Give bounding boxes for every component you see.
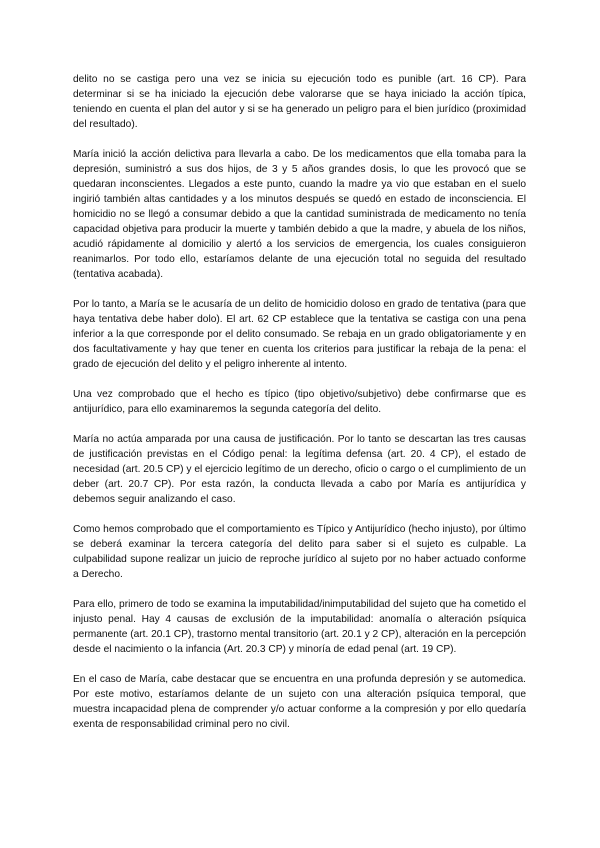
paragraph-accion-delictiva: María inició la acción delictiva para llevarla a cabo. De los medicamentos que ella tomaba para la depresión, suministró a sus dos hijos, de 3 y 5 años grandes dosis, lo que les provocó que se quedaran inconscientes. Llegados a este punto, cuando la madre ya vio que estaban en el suelo ingirió también altas cantidades y a los minutos después se quedó en estado de inconsciencia. El homicidio no se llegó a consumar debido a que la cantidad suministrada de medicamento no tenía capacidad objetiva para producir la muerte y también debido a que la madre, y abuela de los niños, acudió rápidamente al domicilio y alertó a los servicios de emergencia, los cuales consiguieron reanimarlos. Por todo ello, estaríamos delante de una ejecución total no seguida del resultado (tentativa acabada). xyxy=(73,149,526,280)
paragraph-antijuridicidad: Una vez comprobado que el hecho es típico (tipo objetivo/subjetivo) debe confirmarse que es antijurídico, para ello examinaremos la segunda categoría del delito. xyxy=(73,389,526,415)
paragraph-causas-justificacion: María no actúa amparada por una causa de justificación. Por lo tanto se descartan las tres causas de justificación previstas en el Código penal: la legítima defensa (art. 20. 4 CP), el estado de necesidad (art. 20.5 CP) y el ejercicio legítimo de un derecho, oficio o cargo o el cumplimiento de un deber (art. 20.7 CP). Por esta razón, la conducta llevada a cabo por María es antijurídica y debemos seguir analizando el caso. xyxy=(73,434,526,505)
paragraph-homicidio-tentativa: Por lo tanto, a María se le acusaría de un delito de homicidio doloso en grado de tentativa (para que haya tentativa debe haber dolo). El art. 62 CP establece que la tentativa se castiga con una pena inferior a la que corresponde por el delito consumado. Se rebaja en un grado obligatoriamente y en dos facultativamente y hay que tener en cuenta los criterios para justificar la rebaja de la pena: el grado de ejecución del delito y el peligro inherente al intento. xyxy=(73,299,526,370)
paragraph-imputabilidad: Para ello, primero de todo se examina la imputabilidad/inimputabilidad del sujeto que ha cometido el injusto penal. Hay 4 causas de exclusión de la imputabilidad: anomalía o alteración psíquica permanente (art. 20.1 CP), trastorno mental transitorio (art. 20.1 y 2 CP), alteración en la percepción desde el nacimiento o la infancia (Art. 20.3 CP) y minoría de edad penal (art. 19 CP). xyxy=(73,599,526,655)
paragraph-tentativa-intro: delito no se castiga pero una vez se inicia su ejecución todo es punible (art. 16 CP). Para determinar si se ha iniciado la ejecución debe valorarse que se haya iniciado la acción típica, teniendo en cuenta el plan del autor y si se ha generado un peligro para el bien jurídico (proximidad del resultado). xyxy=(73,74,526,130)
paragraph-caso-maria: En el caso de María, cabe destacar que se encuentra en una profunda depresión y se automedica. Por este motivo, estaríamos delante de un sujeto con una alteración psíquica temporal, que muestra incapacidad plena de comprender y/o actuar conforme a la compresión y por ello quedaría exenta de responsabilidad criminal pero no civil. xyxy=(73,674,526,730)
paragraph-culpabilidad: Como hemos comprobado que el comportamiento es Típico y Antijurídico (hecho injusto), por último se deberá examinar la tercera categoría del delito para saber si el sujeto es culpable. La culpabilidad supone realizar un juicio de reproche jurídico al sujeto por no haber actuado conforme a Derecho. xyxy=(73,524,526,580)
document-page xyxy=(73,72,526,747)
